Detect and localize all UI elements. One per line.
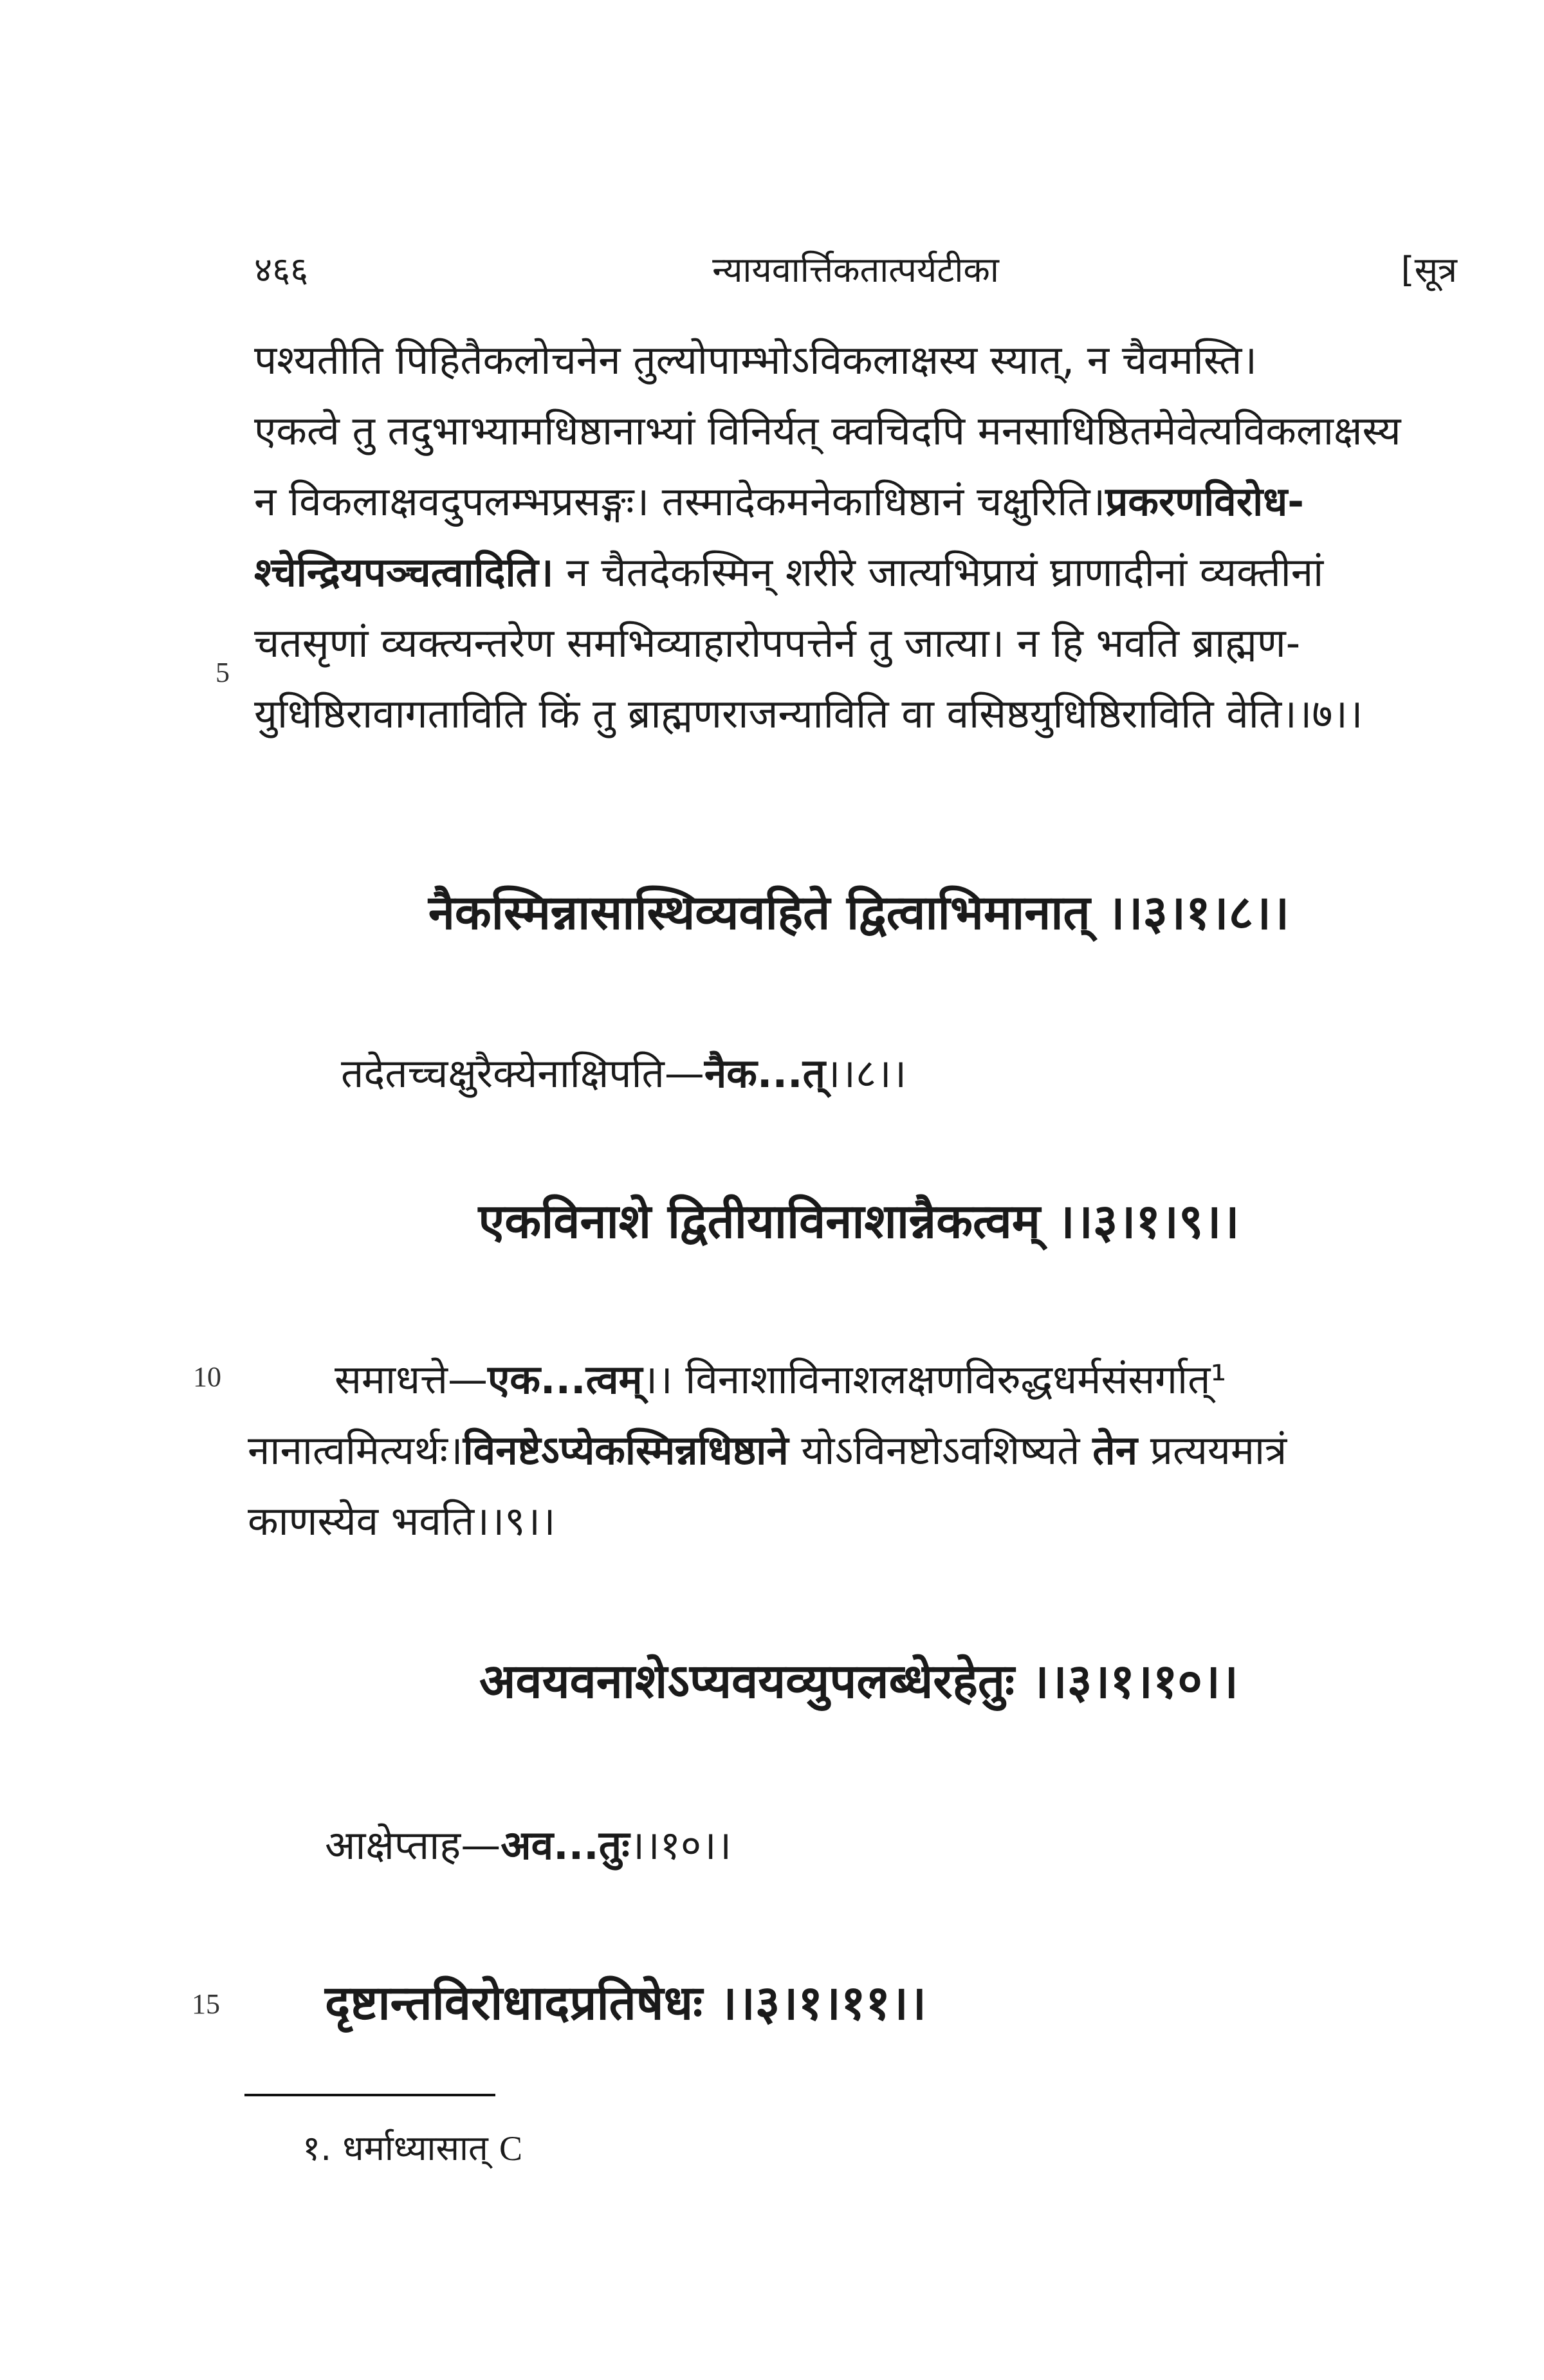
text-line: चतसृणां व्यक्त्यन्तरेण समभिव्याहारोपपत्तेर्न तु जात्या। न हि भवति ब्राह्मण-: [254, 619, 1301, 666]
commentary-line: तदेतच्चक्षुरैक्येनाक्षिपति—नैक...त्।।८।।: [341, 1050, 907, 1097]
text-line: काणस्येव भवति।।९।।: [248, 1497, 556, 1544]
commentary-paragraph-7: [254, 325, 1464, 749]
footnote-siglum: C: [499, 2129, 522, 2168]
commentary-line: आक्षेप्ताह—अव...तुः।।१०।।: [325, 1822, 732, 1869]
bold-phrase: अव...तुः: [501, 1822, 630, 1869]
bold-phrase: नैक...त्: [704, 1050, 825, 1097]
bold-phrase: एक...त्वम्: [488, 1356, 643, 1403]
text-line: युधिष्ठिरावागताविति किं तु ब्राह्मणराजन्याविति वा वसिष्ठयुधिष्ठिराविति वेति।।७।।: [254, 690, 1363, 737]
footnote-rule: [244, 2094, 495, 2096]
line-number: 5: [216, 657, 230, 688]
running-header: [254, 244, 1457, 296]
line-number: 15: [192, 1988, 220, 2020]
running-title: न्यायवार्त्तिकतात्पर्यटीका: [712, 250, 999, 290]
section-marker: [सूत्र: [1401, 250, 1457, 290]
commentary-paragraph-9: [248, 1344, 1457, 1557]
bold-phrase: तेन: [1092, 1427, 1137, 1474]
sutra-heading: नैकस्मिन्नासास्थिव्यवहिते द्वित्वाभिमानात् ।।३।१।८।।: [428, 885, 1290, 940]
bold-phrase: विनष्टेऽप्येकस्मिन्नधिष्ठाने: [463, 1427, 789, 1474]
sutra-heading: एकविनाशे द्वितीयाविनाशान्नैकत्वम् ।।३।१।९।।: [478, 1194, 1240, 1249]
text-line: श्चेन्द्रियपञ्चत्वादिति। न चैतदेकस्मिन् शरीरे जात्यभिप्रायं घ्राणादीनां व्यक्तीनां: [254, 549, 1324, 596]
text-line: समाधत्ते—एक...त्वम्।। विनाशाविनाशलक्षणविरुद्धधर्मसंसर्गात्¹: [335, 1356, 1227, 1403]
footnote: [302, 2123, 522, 2170]
text-line: पश्यतीति पिहितैकलोचनेन तुल्योपाम्भोऽविकलाक्षस्य स्यात्, न चैवमस्ति।: [254, 336, 1257, 383]
sutra-heading: अवयवनाशेऽप्यवयव्युपलब्धेरहेतुः ।।३।१।१०।।: [479, 1654, 1238, 1709]
footnote-marker: १.: [302, 2128, 332, 2168]
page-number: ४६६: [254, 250, 309, 290]
bold-phrase: श्चेन्द्रियपञ्चत्वादिति।: [254, 549, 554, 596]
sutra-heading: दृष्टान्तविरोधादप्रतिषेधः ।।३।१।११।।: [325, 1975, 926, 2031]
text-line: एकत्वे तु तदुभाभ्यामधिष्ठानाभ्यां विनिर्यत् क्वचिदपि मनसाधिष्ठितमेवेत्यविकलाक्षस्य: [254, 407, 1401, 454]
footnote-text: धर्माध्यासात्: [342, 2128, 488, 2168]
bold-phrase: प्रकरणविरोध-: [1105, 478, 1305, 525]
text-line: न विकलाक्षवदुपलम्भप्रसङ्गः। तस्मादेकमनेकाधिष्ठानं चक्षुरिति।प्रकरणविरोध-: [254, 478, 1305, 525]
text-line: नानात्वमित्यर्थः।विनष्टेऽप्येकस्मिन्नधिष्ठाने योऽविनष्टोऽवशिष्यते तेन प्रत्ययमात्रं: [248, 1427, 1287, 1474]
line-number: 10: [193, 1361, 221, 1393]
